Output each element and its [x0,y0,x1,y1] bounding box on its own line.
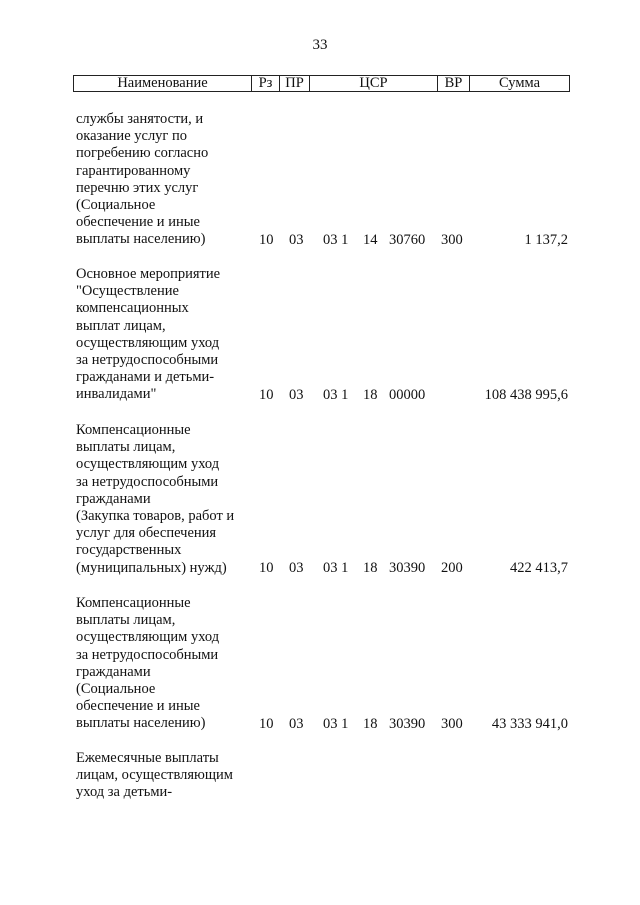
row-csr-program: 03 1 [323,560,349,576]
header-rz: Рз [252,76,280,91]
row-pr: 03 [289,560,304,576]
row-csr-program: 03 1 [323,716,349,732]
row-name: Компенсационные выплаты лицам, осуществляющим уход за нетрудоспособными гражданами (Закупка товаров, работ и услуг для обеспечения государственных (муниципальных) нужд) [76,422,235,576]
row-csr-sub: 14 [363,232,378,248]
row-csr-code: 00000 [389,387,426,403]
row-values [0,716,640,733]
header-pr: ПР [280,76,310,91]
row-csr-sub: 18 [363,716,378,732]
row-csr-program: 03 1 [323,387,349,403]
row-pr: 03 [289,716,304,732]
header-name: Наименование [74,76,252,91]
row-csr-program: 03 1 [323,232,349,248]
page-number: 33 [312,37,328,53]
row-pr: 03 [289,232,304,248]
row-rz: 10 [259,232,274,248]
header-sum: Сумма [498,75,541,91]
row-vr: 200 [441,560,463,576]
row-csr-sub: 18 [363,387,378,403]
row-name: Компенсационные выплаты лицам, осуществляющим уход за нетрудоспособными гражданами (Социальное обеспечение и иные выплаты населению) [76,595,220,732]
row-vr: 300 [441,716,463,732]
row-csr-code: 30760 [389,232,426,248]
row-csr-sub: 18 [363,560,378,576]
row-rz: 10 [259,560,274,576]
row-sum: 422 413,7 [510,560,568,576]
row-rz: 10 [259,716,274,732]
row-name: Основное мероприятие "Осуществление компенсационных выплат лицам, осуществляющим уход за нетрудоспособными гражданами и детьми- инвалидами" [76,266,221,403]
row-pr: 03 [289,387,304,403]
row-sum: 1 137,2 [524,232,568,248]
table-row [0,266,640,404]
header-csr: ЦСР [310,76,438,91]
table-row [0,422,640,577]
table-row [0,595,640,733]
row-name: службы занятости, и оказание услуг по погребению согласно гарантированному перечню этих услуг (Социальное обеспечение и иные выплаты населению) [76,111,209,248]
row-values [0,560,640,577]
row-sum: 43 333 941,0 [491,716,568,732]
row-name: Ежемесячные выплаты лицам, осуществляющим уход за детьми- [76,750,233,801]
row-rz: 10 [259,387,274,403]
row-sum: 108 438 995,6 [484,387,568,403]
row-values [0,232,640,249]
header-vr: ВР [438,76,470,91]
row-vr: 300 [441,232,463,248]
row-csr-code: 30390 [389,560,426,576]
row-values [0,387,640,404]
table-row [0,750,640,802]
table-row [0,111,640,249]
row-csr-code: 30390 [389,716,426,732]
